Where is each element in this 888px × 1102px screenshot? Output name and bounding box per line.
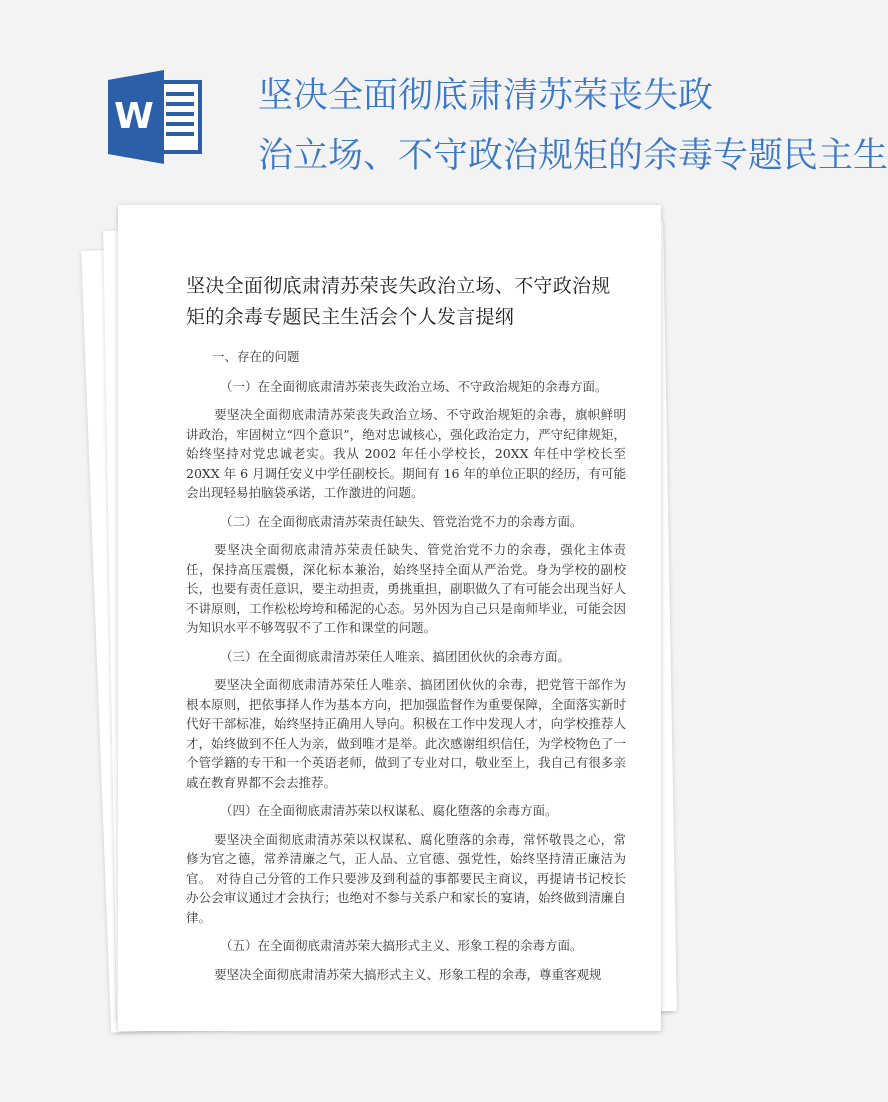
item-heading-2: （二）在全面彻底肃清苏荣责任缺失、管党治党不力的余毒方面。 bbox=[220, 513, 583, 529]
item-heading-5: （五）在全面彻底肃清苏荣大搞形式主义、形象工程的余毒方面。 bbox=[220, 938, 583, 953]
item-body-2: 要坚决全面彻底肃清苏荣责任缺失、管党治党不力的余毒，强化主体责任，保持高压震慑，深化标本兼治，始终坚持全面从严治党。身为学校的副校长，也要有责任意识，要主动担责，勇挑重担，副职做久了有可能会出现当好人不讲原则，工作松松垮垮和稀泥的心态。另外因为自己只是南师毕业，可能会因为知识水平不够驾驭不了工作和课堂的问题。 bbox=[186, 542, 626, 635]
document-page bbox=[118, 205, 661, 1031]
document-title-line2: 矩的余毒专题民主生活会个人发言提纲 bbox=[186, 306, 515, 328]
page-title bbox=[258, 66, 888, 186]
page-title-line2: 治立场、不守政治规矩的余毒专题民主生 bbox=[258, 136, 888, 176]
item-body-1: 要坚决全面彻底肃清苏荣丧失政治立场、不守政治规矩的余毒，旗帜鲜明讲政治，牢固树立“四个意识”，绝对忠诚核心，强化政治定力，严守纪律规矩，始终坚持对党忠诚老实。我从 2002 年任小学校长，20XX 年任中学校长至 20XX 年 6 月调任安义中学任副校长。期间有 16 年的单位正职的经历，有可能会出现轻易拍脑袋承诺，工作激进的问题。 bbox=[186, 407, 626, 500]
item-body-4: 要坚决全面彻底肃清苏荣以权谋私、腐化堕落的余毒，常怀敬畏之心，常修为官之德，常养清廉之气，正人品、立官德、强党性，始终坚持清正廉洁为官。 对待自己分管的工作只要涉及到利益的事都要民主商议，再提请书记校长办公会审议通过才会执行；也绝对不参与关系户和家长的宴请，始终做到清廉自律。 bbox=[186, 831, 626, 925]
item-body-5: 要坚决全面彻底肃清苏荣大搞形式主义、形象工程的余毒，尊重客观规 bbox=[214, 966, 602, 982]
document-title bbox=[186, 271, 626, 333]
item-heading-3: （三）在全面彻底肃清苏荣任人唯亲、搞团团伙伙的余毒方面。 bbox=[220, 648, 571, 664]
word-icon-letter: W bbox=[114, 96, 154, 137]
item-heading-4: （四）在全面彻底肃清苏荣以权谋私、腐化堕落的余毒方面。 bbox=[220, 803, 558, 818]
word-document-icon bbox=[108, 70, 206, 164]
item-heading-1: （一）在全面彻底肃清苏荣丧失政治立场、不守政治规矩的余毒方面。 bbox=[220, 378, 608, 394]
item-body-3: 要坚决全面彻底肃清苏荣任人唯亲、搞团团伙伙的余毒，把党管干部作为根本原则，把依事择人作为基本方向，把加强监督作为重要保障，全面落实新时代好干部标准，始终坚持正确用人导向。积极在工作中发现人才，向学校推荐人才，始终做到不任人为亲，做到唯才是举。此次感谢组织信任，为学校物色了一个管学籍的专干和一个英语老师，做到了专业对口，敬业至上，我自己有很多亲戚在教育界都不会去推荐。 bbox=[186, 677, 626, 790]
document-title-line1: 坚决全面彻底肃清苏荣丧失政治立场、不守政治规 bbox=[186, 275, 611, 297]
header bbox=[0, 0, 888, 200]
page-title-line1: 坚决全面彻底肃清苏荣丧失政 bbox=[258, 76, 714, 116]
document-body bbox=[186, 347, 626, 984]
section-heading: 一、存在的问题 bbox=[212, 349, 300, 364]
